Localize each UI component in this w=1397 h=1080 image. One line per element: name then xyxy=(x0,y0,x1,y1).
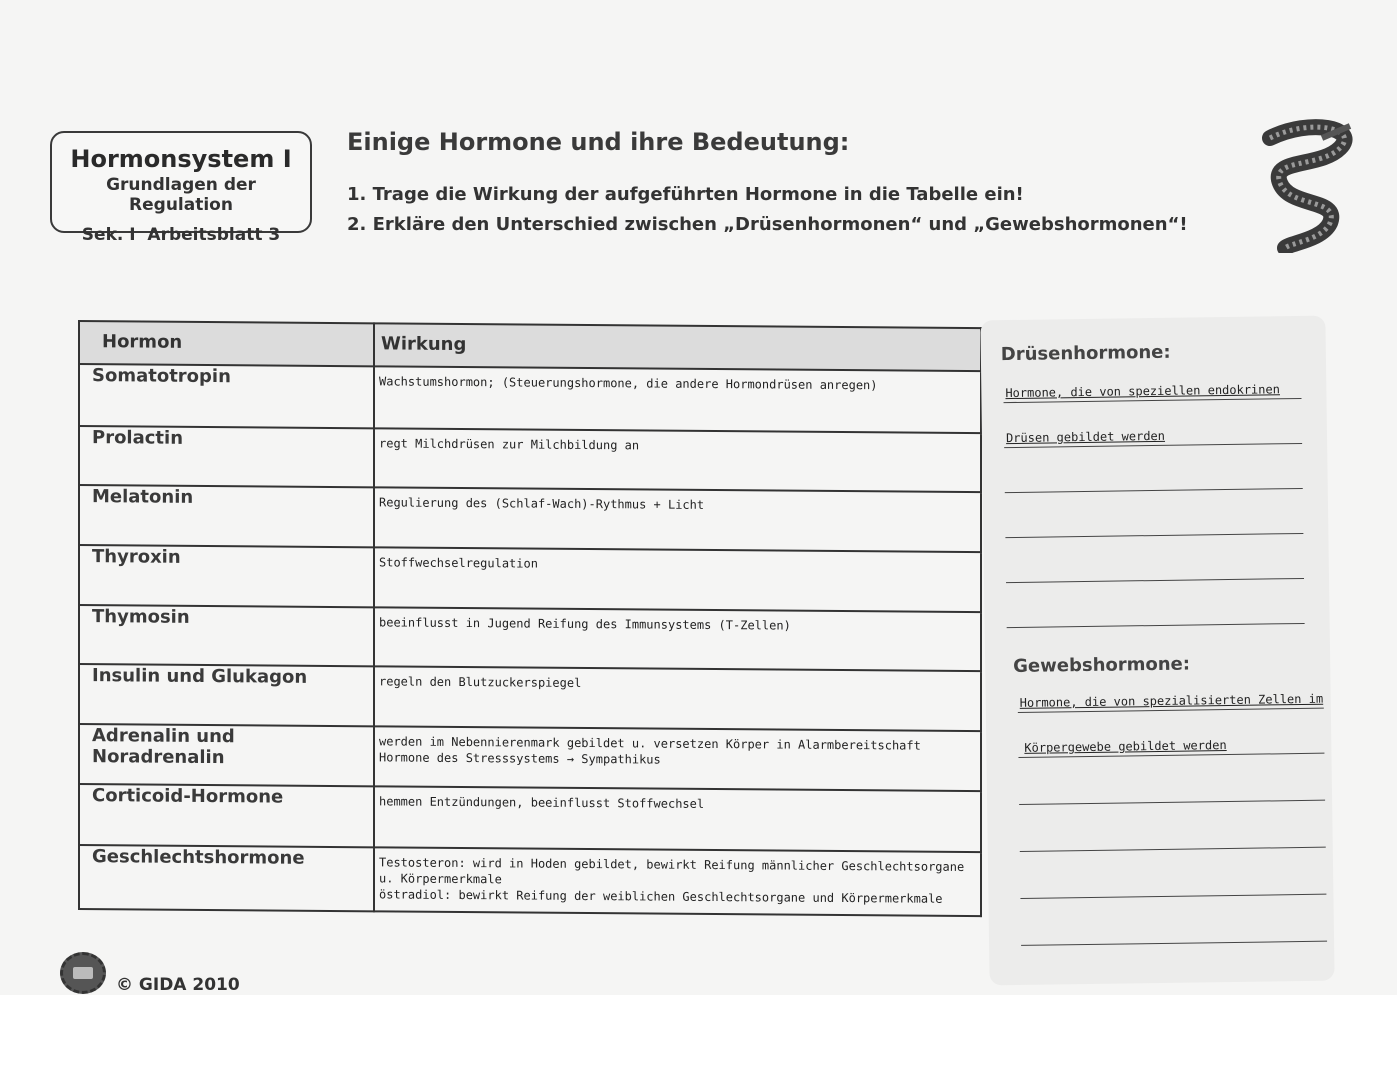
druesen-answer-line-2[interactable]: Drüsen gebildet werden xyxy=(1005,428,1166,446)
wirkung-cell[interactable]: hemmen Entzündungen, beeinflusst Stoffwechsel xyxy=(374,786,981,852)
hormon-cell: Insulin und Glukagon xyxy=(79,664,374,726)
page-heading: Einige Hormone und ihre Bedeutung: xyxy=(347,128,850,156)
task-1: 1. Trage die Wirkung der aufgeführten Hormone in die Tabelle ein! xyxy=(347,184,1024,205)
hormon-cell: Thyroxin xyxy=(79,545,374,607)
wirkung-cell[interactable]: regeln den Blutzuckerspiegel xyxy=(374,667,981,731)
worksheet-title: Hormonsystem I xyxy=(70,145,292,173)
hormon-cell: Somatotropin xyxy=(79,364,374,428)
druesen-answer-line-1[interactable]: Hormone, die von speziellen endokrinen xyxy=(1005,382,1281,401)
answer-line xyxy=(1005,533,1303,538)
gewebs-answer-line-2[interactable]: Körpergewebe gebildet werden xyxy=(1024,738,1227,755)
table-row xyxy=(79,485,981,552)
hormon-cell: Geschlechtshormone xyxy=(79,845,374,911)
task-2: 2. Erkläre den Unterschied zwischen „Drüsenhormonen“ und „Gewebshormonen“! xyxy=(347,214,1188,235)
hormon-cell: Adrenalin und Noradrenalin xyxy=(79,724,374,786)
answer-line xyxy=(1007,623,1305,628)
table-row xyxy=(79,664,981,731)
header-hormon: Hormon xyxy=(79,321,374,366)
hormon-cell: Prolactin xyxy=(79,426,374,488)
table-row xyxy=(79,545,981,612)
worksheet-level: Sek. I Arbeitsblatt 3 xyxy=(81,225,281,245)
wirkung-cell[interactable]: Testosteron: wird in Hoden gebildet, bewirkt Reifung männlicher Geschlechtsorgane u. Körpermerkmale östradiol: bewirkt Reifung der weiblichen Geschlechtsorgane und Körpermerkmale xyxy=(374,847,981,916)
worksheet-subtitle: Grundlagen der Regulation xyxy=(106,175,256,215)
hormon-cell: Thymosin xyxy=(79,605,374,667)
answer-line xyxy=(1020,894,1326,899)
answer-line xyxy=(1020,847,1326,852)
answer-panel xyxy=(980,316,1334,986)
answer-line xyxy=(1005,488,1303,493)
wirkung-cell[interactable]: beeinflusst in Jugend Reifung des Immunsystems (T-Zellen) xyxy=(374,607,981,671)
hormone-table-wrapper xyxy=(78,320,982,917)
table-row xyxy=(79,426,981,493)
copyright: © GIDA 2010 xyxy=(116,975,240,995)
gewebs-title: Gewebshormone: xyxy=(1013,653,1191,678)
wirkung-cell[interactable]: Wachstumshormon; (Steuerungshormone, die andere Hormondrüsen anregen) xyxy=(374,366,981,432)
answer-line xyxy=(1006,578,1304,583)
gewebs-answer-line-1[interactable]: Hormone, die von spezialisierten Zellen im xyxy=(1019,691,1324,710)
gida-logo-icon xyxy=(60,952,106,994)
table-row xyxy=(79,364,981,433)
header-wirkung: Wirkung xyxy=(374,323,981,371)
druesen-title: Drüsenhormone: xyxy=(1000,341,1171,366)
hormon-cell: Melatonin xyxy=(79,485,374,547)
table-row xyxy=(79,784,981,853)
table-row xyxy=(79,605,981,672)
table-row xyxy=(79,845,981,916)
wirkung-cell[interactable]: Stoffwechselregulation xyxy=(374,547,981,611)
answer-line xyxy=(1021,941,1327,946)
title-box xyxy=(50,131,312,245)
wirkung-cell[interactable]: Regulierung des (Schlaf-Wach)-Rythmus + Licht xyxy=(374,488,981,552)
answer-line xyxy=(1019,800,1325,805)
wirkung-cell[interactable]: werden im Nebennierenmark gebildet u. versetzen Körper in Alarmbereitschaft Hormone des Stresssystems → Sympathikus xyxy=(374,726,981,790)
hormon-cell: Corticoid-Hormone xyxy=(79,784,374,848)
table-row xyxy=(79,724,981,791)
wirkung-cell[interactable]: regt Milchdrüsen zur Milchbildung an xyxy=(374,428,981,492)
hormone-table xyxy=(78,320,982,917)
table-header-row xyxy=(79,321,981,371)
dna-helix-icon xyxy=(1250,118,1360,253)
